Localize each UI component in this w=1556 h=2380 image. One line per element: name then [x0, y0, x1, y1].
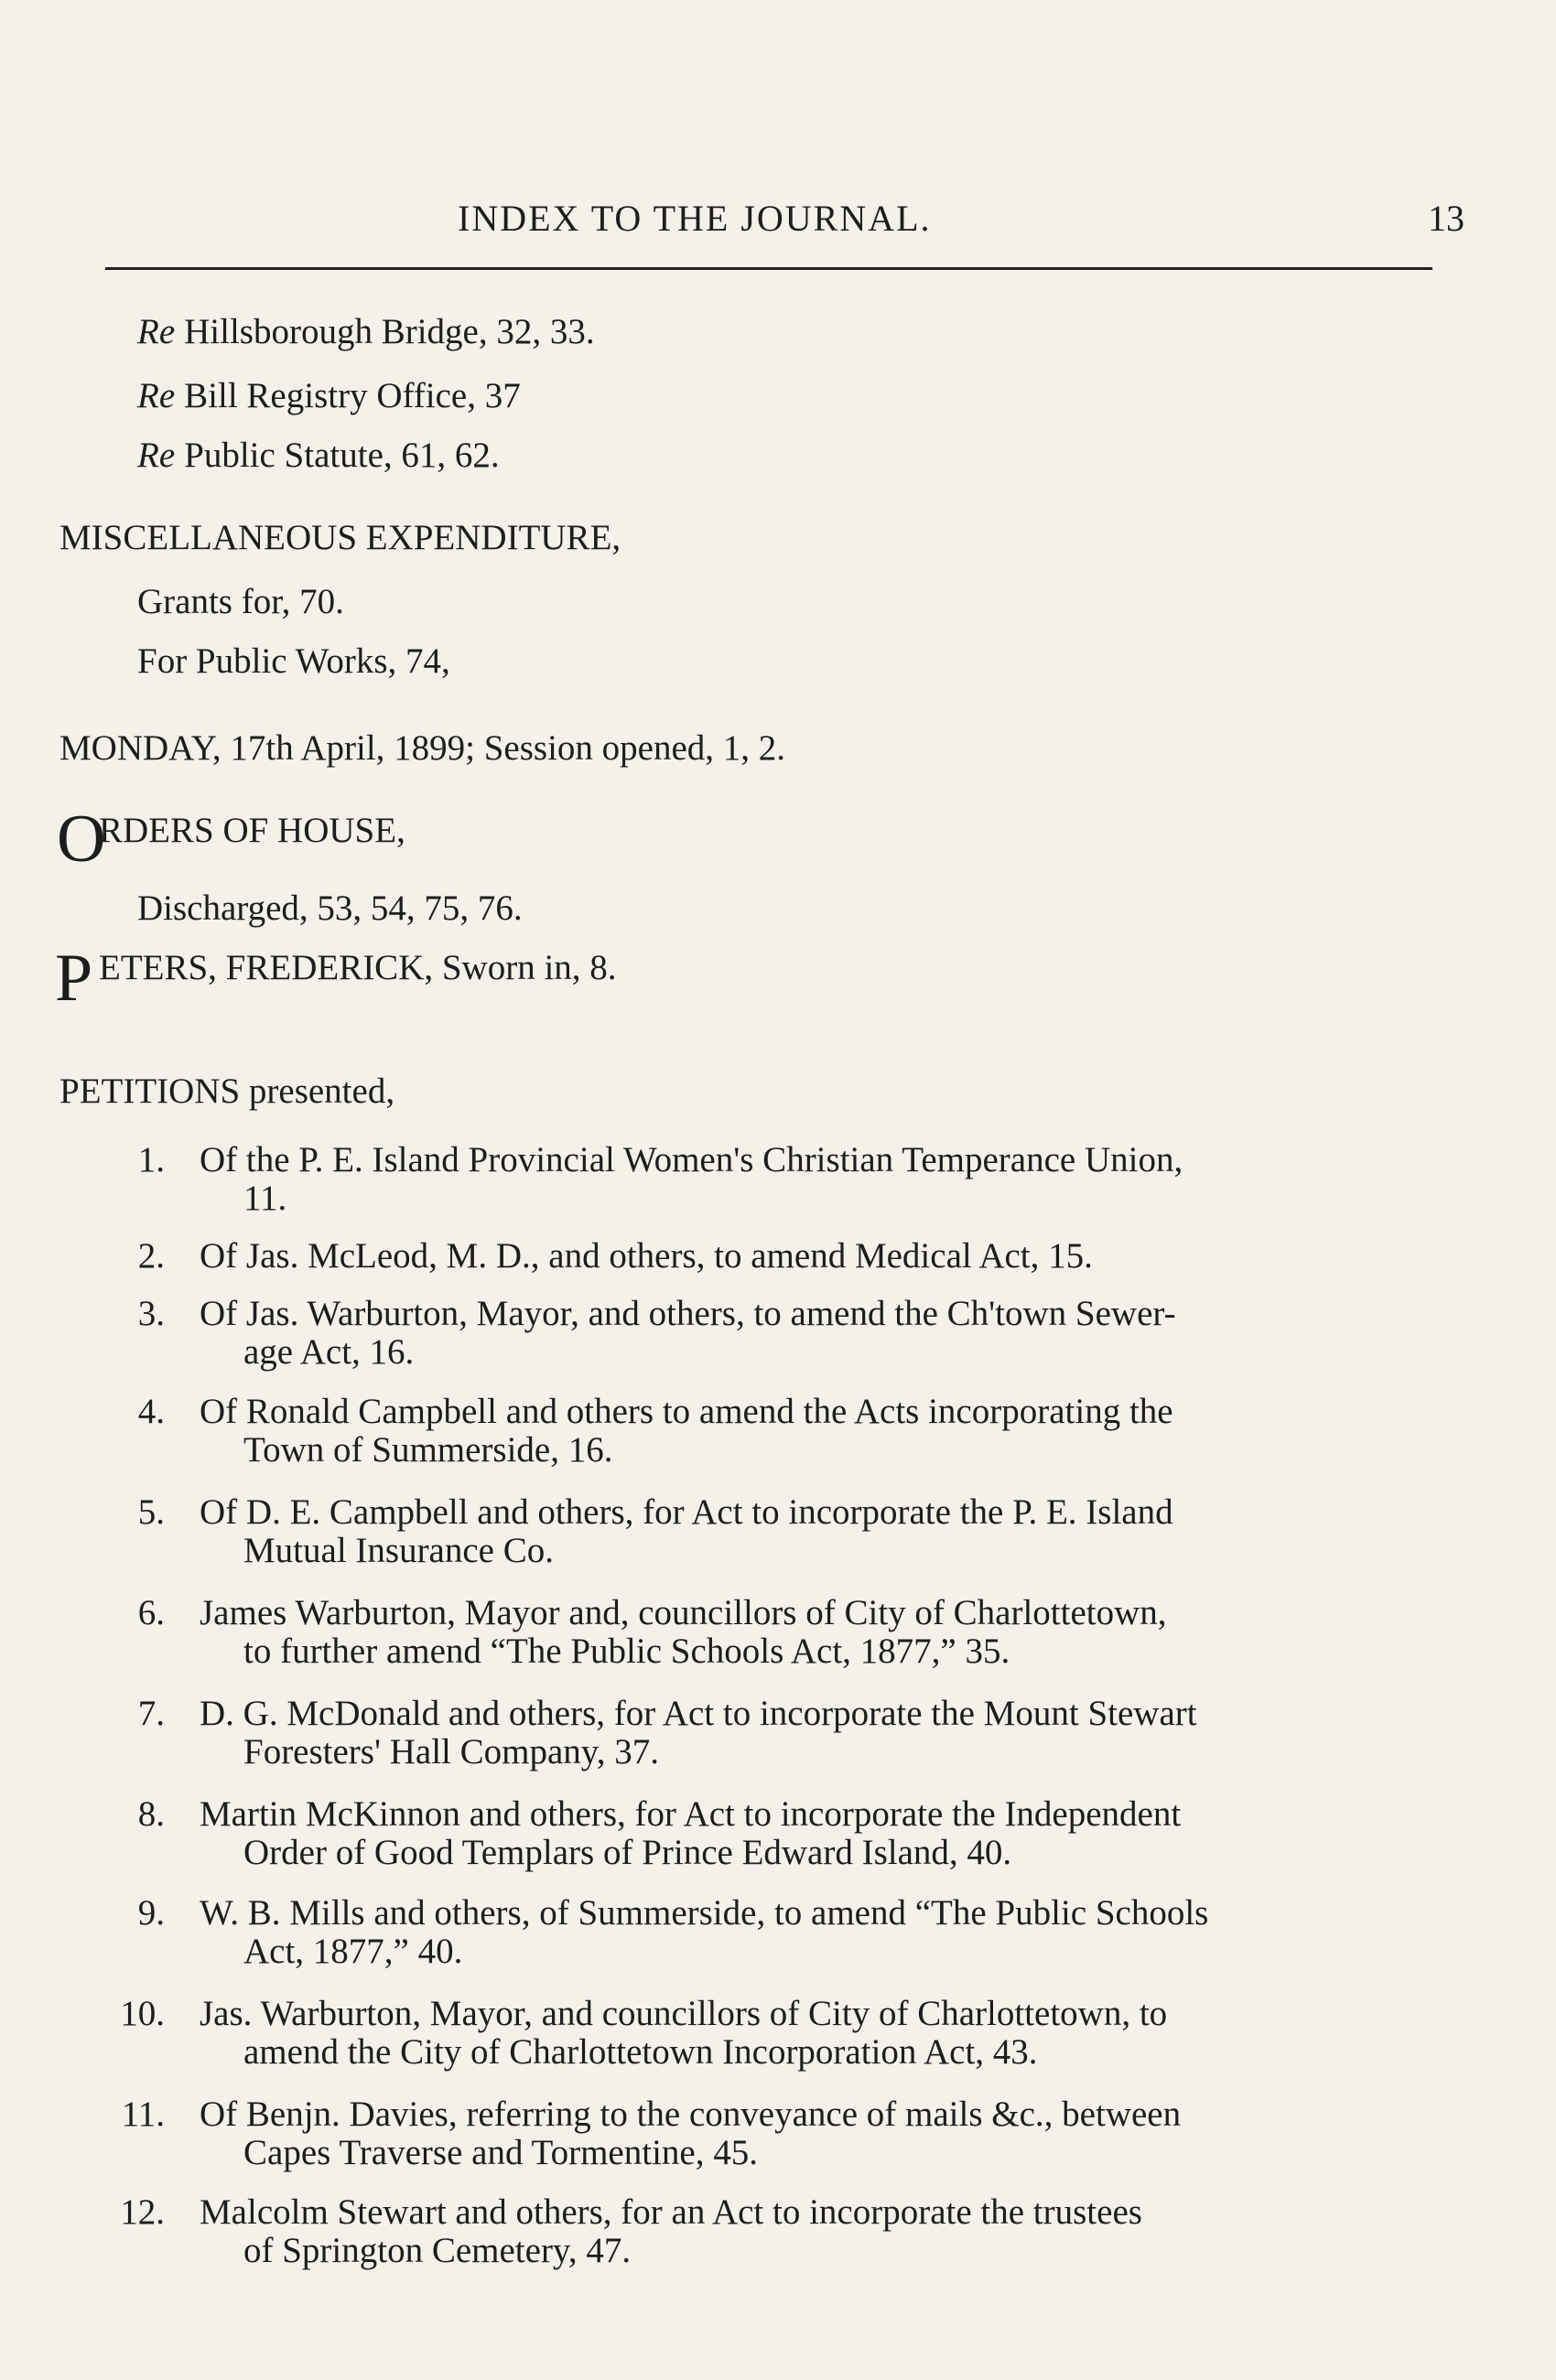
petition-text: Of D. E. Campbell and others, for Act to incorporate the P. E. Island	[200, 1492, 1173, 1532]
re-prefix: Re	[137, 312, 176, 351]
petition-text: Of Benjn. Davies, referring to the conveyance of mails &c., between	[200, 2095, 1182, 2134]
index-heading-orders: RDERS OF HOUSE,	[99, 811, 405, 850]
petition-number: 4.	[137, 1392, 165, 1431]
re-prefix: Re	[137, 436, 176, 475]
entry-text: Public Statute, 61, 62.	[184, 436, 500, 475]
index-heading-peters: ETERS, FREDERICK, Sworn in, 8.	[99, 948, 617, 987]
petition-text-continued: Mutual Insurance Co.	[243, 1531, 555, 1570]
petition-text-continued: Capes Traverse and Tormentine, 45.	[243, 2133, 758, 2172]
petition-number: 8.	[137, 1794, 165, 1834]
petition-number: 12.	[120, 2192, 165, 2232]
index-subentry: Grants for, 70.	[137, 582, 344, 621]
petition-number: 9.	[137, 1893, 165, 1933]
re-prefix: Re	[137, 376, 176, 415]
petition-number: 3.	[137, 1294, 165, 1333]
petition-number: 11.	[121, 2095, 165, 2134]
petition-text-continued: to further amend “The Public Schools Act, 1877,” 35.	[243, 1632, 1010, 1671]
petition-number: 1.	[137, 1140, 165, 1179]
header-rule	[105, 267, 1432, 270]
drop-cap-p: P	[55, 941, 93, 1016]
petition-text: Malcolm Stewart and others, for an Act to incorporate the trustees	[200, 2192, 1142, 2232]
petition-number: 5.	[137, 1492, 165, 1532]
petition-text: D. G. McDonald and others, for Act to incorporate the Mount Stewart	[200, 1694, 1197, 1733]
petition-text-continued: amend the City of Charlottetown Incorporation Act, 43.	[243, 2032, 1038, 2072]
index-entry	[137, 311, 595, 352]
entry-text: Hillsborough Bridge, 32, 33.	[184, 312, 595, 351]
drop-cap-o: O	[57, 802, 106, 877]
petition-text: Of the P. E. Island Provincial Women's Christian Temperance Union,	[200, 1140, 1183, 1179]
index-subentry: For Public Works, 74,	[137, 641, 450, 681]
petition-number: 2.	[137, 1236, 165, 1276]
running-title: INDEX TO THE JOURNAL.	[458, 198, 932, 239]
petition-text: Of Jas. McLeod, M. D., and others, to amend Medical Act, 15.	[200, 1236, 1093, 1276]
index-subentry: Discharged, 53, 54, 75, 76.	[137, 888, 523, 928]
petition-number: 10.	[120, 1994, 165, 2033]
petition-text-continued: Act, 1877,” 40.	[243, 1932, 463, 1971]
index-heading-misc: MISCELLANEOUS EXPENDITURE,	[59, 518, 621, 557]
index-entry	[137, 375, 521, 416]
petition-text: Of Jas. Warburton, Mayor, and others, to amend the Ch'town Sewer-	[200, 1294, 1176, 1333]
petition-number: 6.	[137, 1593, 165, 1632]
entry-text: Bill Registry Office, 37	[184, 376, 521, 415]
petition-text-continued: of Springton Cemetery, 47.	[243, 2231, 632, 2270]
petition-text: W. B. Mills and others, of Summerside, to amend “The Public Schools	[200, 1893, 1209, 1933]
petition-text-continued: 11.	[243, 1179, 287, 1218]
petition-text-continued: Town of Summerside, 16.	[243, 1430, 613, 1470]
petition-number: 7.	[137, 1694, 165, 1733]
petition-text-continued: Order of Good Templars of Prince Edward Island, 40.	[243, 1833, 1012, 1872]
petition-text: Jas. Warburton, Mayor, and councillors of City of Charlottetown, to	[200, 1994, 1168, 2033]
index-heading-monday: MONDAY, 17th April, 1899; Session opened, 1, 2.	[59, 728, 786, 768]
petition-text: Of Ronald Campbell and others to amend the Acts incorporating the	[200, 1392, 1173, 1431]
index-entry	[137, 435, 500, 476]
petition-text-continued: Foresters' Hall Company, 37.	[243, 1732, 660, 1772]
page-header	[55, 197, 1464, 252]
petition-text: Martin McKinnon and others, for Act to incorporate the Independent	[200, 1794, 1182, 1834]
petition-text-continued: age Act, 16.	[243, 1332, 415, 1372]
petition-text: James Warburton, Mayor and, councillors of City of Charlottetown,	[200, 1593, 1167, 1632]
index-heading-petitions: PETITIONS presented,	[59, 1072, 395, 1111]
page-number: 13	[1428, 198, 1464, 239]
